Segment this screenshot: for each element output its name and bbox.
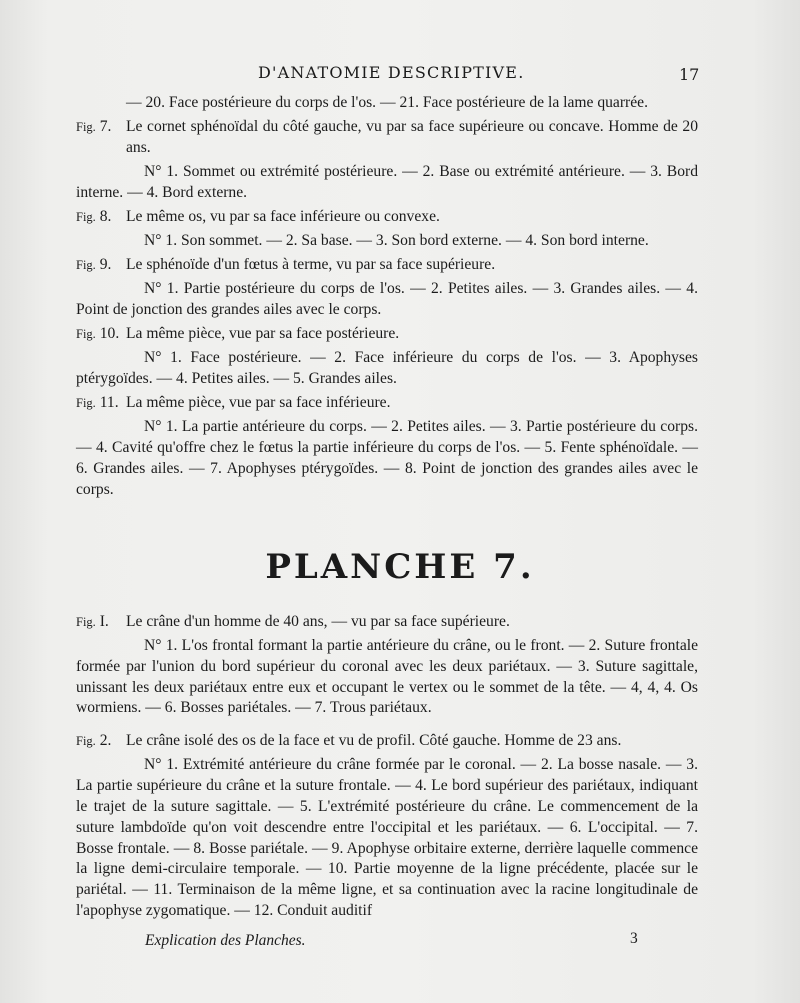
figure-entry-2 [76, 731, 698, 752]
continued-paragraph: — 20. Face postérieure du corps de l'os. — 21. Face postérieure de la lame quarrée. [126, 94, 648, 111]
figure-items: N° 1. Extrémité antérieure du crâne formée par le coronal. — 2. La bosse nasale. — 3. La partie supérieure du crâne et la suture frontale. — 4. Le bord supérieur des pariétaux, indiquant le trajet de la suture sagittale. — 5. L'extrémité postérieure du crâne. Le commencement de la suture lambdoïde qu'on voit descendre entre l'occipital et les pariétaux. — 6. L'occipital. — 7. Bosse frontale. — 8. Bosse pariétale. — 9. Apophyse orbitaire externe, derrière laquelle commence la ligne demi-circulaire temporale. — 10. Partie moyenne de la ligne précédente, placée sur le pariétal. — 11. Terminaison de la même ligne, et sa continuation avec la racine longitudinale de l'apophyse zygomatique. — 12. Conduit auditif [76, 756, 698, 919]
figure-caption: La même pièce, vue par sa face postérieure. [126, 325, 400, 343]
figure-label: Fig. 11. [76, 394, 119, 412]
figure-caption: Le sphénoïde d'un fœtus à terme, vu par sa face supérieure. [126, 256, 496, 274]
figure-items: N° 1. L'os frontal formant la partie antérieure du crâne, ou le front. — 2. Suture frontale formée par l'union du bord supérieur du coronal avec les deux pariétaux. — 3. Suture sagittale, unissant les deux pariétaux entre eux et occupant le vertex ou le sommet de la tête. — 4, 4, 4. Os wormiens. — 6. Bosses pariétales. — 7. Trous pariétaux. [76, 637, 698, 717]
figure-entry-1 [76, 612, 698, 633]
figure-caption: La même pièce, vue par sa face inférieure. [126, 394, 391, 412]
figure-list-plate-6 [76, 93, 698, 500]
figure-caption: Le crâne isolé des os de la face et vu de profil. Côté gauche. Homme de 23 ans. [126, 732, 622, 750]
running-head: D'ANATOMIE DESCRIPTIVE. [258, 63, 525, 82]
figure-entry-7 [76, 117, 698, 159]
figure-label: Fig. 2. [76, 732, 112, 750]
figure-items: N° 1. Son sommet. — 2. Sa base. — 3. Son bord externe. — 4. Son bord interne. [144, 231, 649, 249]
figure-caption: Le même os, vu par sa face inférieure ou convexe. [126, 207, 440, 225]
figure-label: Fig. I. [76, 613, 109, 630]
figure-label: Fig. 7. [76, 118, 112, 136]
figure-entry-9 [76, 255, 698, 276]
figure-entry-11 [76, 393, 698, 414]
plate-title: PLANCHE 7. [265, 547, 535, 587]
figure-entry-8 [76, 207, 698, 228]
figure-items: N° 1. La partie antérieure du corps. — 2. Petites ailes. — 3. Partie postérieure du corps. — 4. Cavité qu'offre chez le fœtus la partie inférieure du corps de l'os. — 5. Fente sphénoïdale. — 6. Grandes ailes. — 7. Apophyses ptérygoïdes. — 8. Point de jonction des grandes ailes avec le corps. [76, 418, 698, 498]
figure-label: Fig. 10. [76, 325, 120, 343]
figure-caption: Le crâne d'un homme de 40 ans, — vu par sa face supérieure. [126, 613, 510, 630]
signature-mark: 3 [630, 930, 638, 947]
footer-title: Explication des Planches. [145, 932, 306, 949]
figure-entry-10 [76, 324, 698, 345]
figure-label: Fig. 9. [76, 256, 112, 274]
page-number: 17 [679, 65, 700, 84]
figure-items: N° 1. Partie postérieure du corps de l'os. — 2. Petites ailes. — 3. Grandes ailes. — 4. Point de jonction des grandes ailes avec le corps. [76, 280, 698, 318]
figure-items: N° 1. Face postérieure. — 2. Face inférieure du corps de l'os. — 3. Apophyses ptérygoïdes. — 4. Petites ailes. — 5. Grandes ailes. [76, 349, 698, 387]
figure-items: N° 1. Sommet ou extrémité postérieure. — 2. Base ou extrémité antérieure. — 3. Bord interne. — 4. Bord externe. [76, 162, 698, 201]
figure-label: Fig. 8. [76, 207, 112, 225]
figure-caption: Le cornet sphénoïdal du côté gauche, vu par sa face supérieure ou concave. Homme de 20 ans. [126, 118, 698, 156]
figure-list-plate-7 [76, 612, 698, 922]
